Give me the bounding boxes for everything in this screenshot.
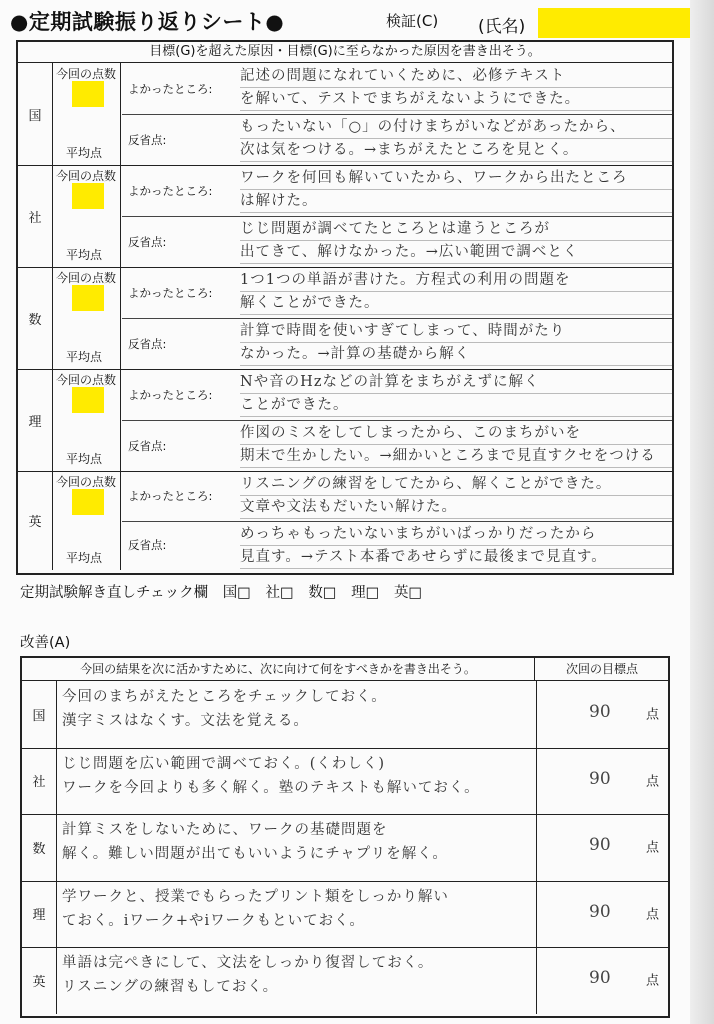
good-line: ことができた。: [240, 394, 672, 417]
goal-banner: 目標(G)を超えた原因・目標(G)に至らなかった原因を書き出そう。: [18, 42, 672, 63]
good-label: よかったところ:: [128, 488, 213, 503]
improvement-line: 単語は完ぺきにして、文法をしっかり復習しておく。: [62, 955, 434, 971]
score-cell: [54, 63, 121, 165]
good-row: [122, 471, 672, 522]
score-redaction: [72, 183, 104, 209]
name-label: (氏名): [478, 17, 526, 37]
recheck-label: 定期試験解き直しチェック欄: [20, 585, 209, 601]
average-label: 平均点: [66, 248, 103, 262]
score-label: 今回の点数: [56, 271, 117, 285]
reflect-row: [122, 216, 672, 267]
improvement-subject: 英: [22, 947, 57, 1014]
reflect-line: なかった。→計算の基礎から解く: [240, 343, 672, 366]
improvement-header: [22, 658, 668, 681]
good-text[interactable]: [240, 371, 672, 417]
improvement-line: ておく。iワーク+やiワークもといておく。: [62, 912, 365, 929]
improvement-line: ワークを今回よりも多く解く。塾のテキストも解いておく。: [62, 779, 480, 796]
goal-unit: 点: [645, 774, 659, 790]
reflect-text[interactable]: [240, 422, 672, 468]
reflect-text[interactable]: [240, 523, 672, 569]
subject-block: [18, 165, 672, 268]
sheet-title: ●定期試験振り返りシート●: [10, 10, 285, 34]
good-text[interactable]: [240, 473, 672, 519]
average-label: 平均点: [66, 350, 103, 364]
sheet-header: [8, 4, 708, 36]
improvement-line: リスニングの練習もしておく。: [62, 979, 279, 995]
next-goal-cell: [536, 947, 669, 1014]
improvement-text[interactable]: [62, 752, 532, 800]
reflect-label: 反省点:: [128, 132, 167, 147]
reflect-line: じじ問題が調べてたところとは違うところが: [240, 218, 672, 241]
score-cell: [54, 165, 121, 267]
goal-unit: 点: [645, 707, 659, 723]
score-redaction: [72, 81, 104, 107]
subject-block: [18, 369, 672, 472]
reflect-label: 反省点:: [128, 234, 167, 249]
score-label: 今回の点数: [56, 169, 117, 183]
good-line: ワークを何回も解いていたから、ワークから出たところ: [240, 167, 672, 190]
good-row: [122, 165, 672, 217]
good-line: 記述の問題になれていくために、必修テキスト: [240, 65, 672, 88]
reflect-row: [122, 114, 672, 165]
subject-name: 数: [18, 267, 53, 369]
good-label: よかったところ:: [128, 81, 213, 96]
improvement-text[interactable]: [62, 885, 532, 933]
good-label: よかったところ:: [128, 387, 213, 402]
improvement-text[interactable]: [62, 951, 532, 999]
improvement-line: 解く。難しい問題が出てもいいようにチャプリを解く。: [62, 846, 448, 862]
improvement-line: 計算ミスをしないために、ワークの基礎問題を: [62, 822, 388, 838]
good-row: [122, 63, 672, 115]
good-row: [122, 369, 672, 421]
good-line: リスニングの練習をしてたから、解くことができた。: [240, 473, 672, 496]
good-text[interactable]: [240, 167, 672, 213]
subject-name: 英: [18, 471, 53, 570]
recheck-sugaku[interactable]: 数□: [308, 585, 337, 601]
reflect-row: [122, 318, 672, 369]
good-text[interactable]: [240, 65, 672, 111]
subject-name: 理: [18, 369, 53, 471]
improvement-row: [22, 947, 668, 1014]
improvement-header-right: 次回の目標点: [565, 662, 638, 676]
subject-block: [18, 471, 672, 570]
next-goal-value[interactable]: 90: [589, 768, 611, 789]
good-line: 1つ1つの単語が書けた。方程式の利用の問題を: [240, 269, 672, 292]
score-cell: [54, 267, 121, 369]
next-goal-value[interactable]: 90: [589, 702, 611, 723]
improvement-line: 学ワークと、授業でもらったプリント類をしっかり解い: [62, 888, 449, 905]
recheck-shakai[interactable]: 社□: [265, 585, 294, 601]
next-goal-value[interactable]: 90: [589, 901, 611, 922]
reflect-line: 出てきて、解けなかった。→広い範囲で調べとく: [240, 241, 672, 264]
score-cell: [54, 471, 121, 570]
score-redaction: [72, 285, 104, 311]
score-cell: [54, 369, 121, 471]
recheck-rika[interactable]: 理□: [351, 585, 380, 601]
reflect-line: 次は気をつける。→まちがえたところを見とく。: [240, 139, 672, 162]
recheck-eigo[interactable]: 英□: [393, 585, 423, 601]
average-label: 平均点: [66, 551, 103, 565]
next-goal-cell: [536, 881, 669, 948]
verify-label: 検証(C): [386, 12, 439, 30]
improvement-line: 今回のまちがえたところをチェックしておく。: [62, 689, 387, 705]
reflect-text[interactable]: [240, 320, 672, 366]
score-label: 今回の点数: [56, 373, 117, 387]
reflection-table: [16, 40, 674, 575]
improvement-row: [22, 748, 668, 816]
reflect-line: もったいない「○」の付けまちがいなどがあったから、: [240, 116, 672, 139]
reflect-line: 作図のミスをしてしまったから、このまちがいを: [240, 422, 672, 445]
reflect-text[interactable]: [240, 116, 672, 162]
good-line: は解けた。: [240, 190, 672, 213]
next-goal-cell: [536, 681, 669, 748]
next-goal-value[interactable]: 90: [589, 835, 611, 856]
good-line: を解いて、テストでまちがえないようにできた。: [240, 88, 672, 111]
scan-edge: [690, 0, 714, 1024]
improvement-text[interactable]: [62, 818, 532, 866]
subject-name: 国: [18, 63, 53, 165]
score-redaction: [72, 387, 104, 413]
next-goal-cell: [536, 814, 669, 881]
recheck-kokugo[interactable]: 国□: [222, 585, 251, 601]
average-label: 平均点: [66, 452, 103, 466]
reflect-label: 反省点:: [128, 336, 167, 351]
next-goal-cell: [536, 748, 669, 815]
improvement-subject: 数: [22, 814, 57, 881]
reflect-line: 見直す。→テスト本番であせらずに最後まで見直す。: [240, 546, 672, 569]
reflect-label: 反省点:: [128, 438, 167, 453]
name-redaction: [538, 8, 706, 38]
reflect-text[interactable]: [240, 218, 672, 264]
improvement-line: じじ問題を広い範囲で調べておく。(くわしく): [62, 755, 386, 772]
improvement-table: [20, 656, 670, 1018]
subject-name: 社: [18, 165, 53, 267]
good-label: よかったところ:: [128, 183, 213, 198]
goal-unit: 点: [645, 840, 659, 856]
average-label: 平均点: [66, 146, 103, 160]
score-redaction: [72, 489, 104, 515]
good-text[interactable]: [240, 269, 672, 315]
goal-unit: 点: [645, 973, 659, 989]
improvement-row: [22, 814, 668, 882]
reflect-label: 反省点:: [128, 538, 167, 553]
good-line: 文章や文法もだいたい解けた。: [240, 496, 672, 519]
good-line: Nや音のHzなどの計算をまちがえずに解く: [240, 371, 672, 394]
reflect-row: [122, 521, 672, 571]
reflect-line: めっちゃもったいないまちがいばっかりだったから: [240, 523, 672, 546]
goal-unit: 点: [645, 907, 659, 923]
next-goal-value[interactable]: 90: [589, 968, 611, 989]
reflect-line: 期末で生かしたい。→細かいところまで見直すクセをつける: [240, 445, 672, 468]
good-row: [122, 267, 672, 319]
good-label: よかったところ:: [128, 285, 213, 300]
reflect-line: 計算で時間を使いすぎてしまって、時間がたり: [240, 320, 672, 343]
improvement-subject: 社: [22, 748, 57, 815]
improvement-subject: 理: [22, 881, 57, 948]
improvement-row: [22, 881, 668, 949]
subject-block: [18, 267, 672, 370]
improvement-subject: 国: [22, 681, 57, 748]
reflect-row: [122, 420, 672, 471]
score-label: 今回の点数: [56, 475, 117, 489]
good-line: 解くことができた。: [240, 292, 672, 315]
improvement-row: [22, 681, 668, 749]
subject-block: [18, 63, 672, 166]
improvement-header-left: 今回の結果を次に活かすために、次に向けて何をすべきかを書き出そう。: [22, 658, 535, 680]
improvement-text[interactable]: [62, 685, 532, 733]
recheck-row: [20, 581, 432, 602]
improvement-line: 漢字ミスはなくす。文法を覚える。: [62, 713, 309, 729]
kaizen-heading: 改善(A): [20, 635, 71, 651]
score-label: 今回の点数: [56, 67, 117, 81]
